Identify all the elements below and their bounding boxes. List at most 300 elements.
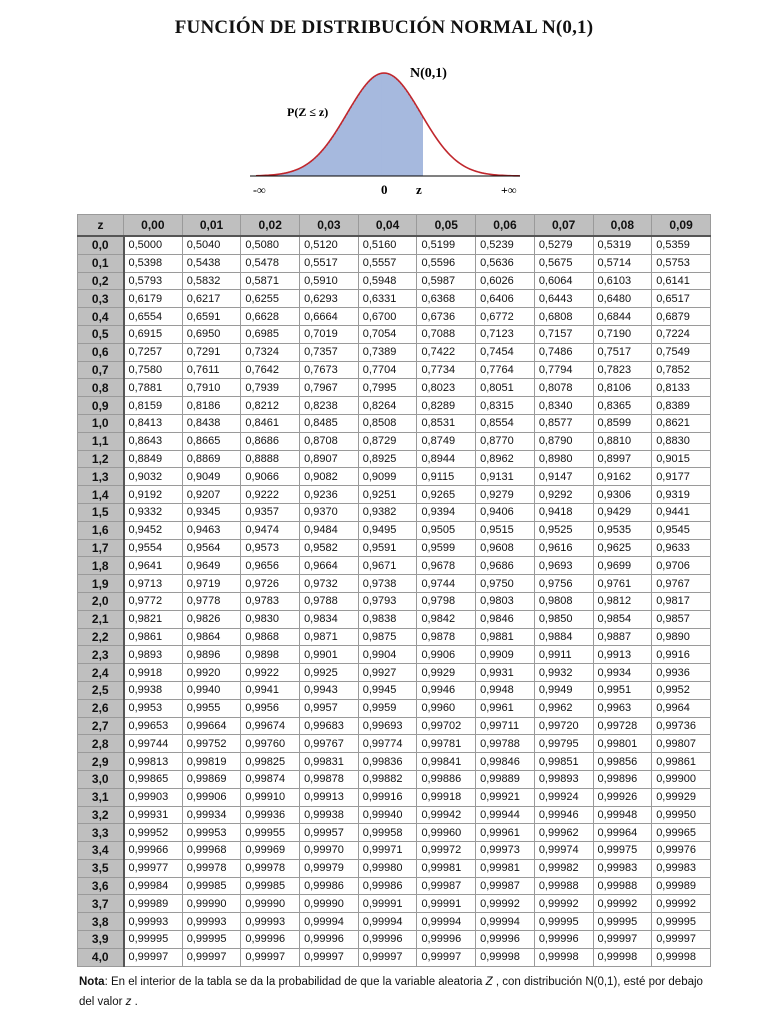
probability-cell: 0,9834 — [300, 610, 359, 628]
probability-cell: 0,8577 — [534, 414, 593, 432]
probability-cell: 0,9830 — [241, 610, 300, 628]
probability-cell: 0,6480 — [593, 290, 652, 308]
probability-cell: 0,99913 — [300, 788, 359, 806]
probability-cell: 0,99981 — [417, 859, 476, 877]
probability-cell: 0,9948 — [476, 681, 535, 699]
probability-cell: 0,99993 — [241, 913, 300, 931]
probability-cell: 0,9332 — [124, 503, 183, 521]
probability-cell: 0,9861 — [124, 628, 183, 646]
probability-cell: 0,7734 — [417, 361, 476, 379]
probability-cell: 0,99986 — [300, 877, 359, 895]
probability-cell: 0,99936 — [241, 806, 300, 824]
probability-cell: 0,6844 — [593, 308, 652, 326]
row-z-value: 3,3 — [78, 824, 124, 842]
table-row — [78, 788, 711, 806]
probability-cell: 0,8962 — [476, 450, 535, 468]
header-col-7: 0,06 — [476, 215, 535, 237]
row-z-value: 0,8 — [78, 379, 124, 397]
probability-cell: 0,9582 — [300, 539, 359, 557]
probability-cell: 0,9896 — [182, 646, 241, 664]
probability-cell: 0,99995 — [182, 931, 241, 949]
probability-cell: 0,99987 — [417, 877, 476, 895]
probability-cell: 0,8508 — [358, 414, 417, 432]
table-row — [78, 343, 711, 361]
probability-cell: 0,99995 — [124, 931, 183, 949]
probability-cell: 0,99711 — [476, 717, 535, 735]
probability-cell: 0,99931 — [124, 806, 183, 824]
probability-cell: 0,9943 — [300, 681, 359, 699]
probability-cell: 0,99997 — [124, 948, 183, 966]
probability-cell: 0,99900 — [652, 770, 711, 788]
probability-cell: 0,9699 — [593, 557, 652, 575]
probability-cell: 0,99950 — [652, 806, 711, 824]
note-value: z — [125, 996, 132, 1008]
probability-cell: 0,7852 — [652, 361, 711, 379]
table-row — [78, 450, 711, 468]
probability-cell: 0,6443 — [534, 290, 593, 308]
probability-cell: 0,99978 — [241, 859, 300, 877]
probability-cell: 0,7019 — [300, 325, 359, 343]
probability-cell: 0,99997 — [417, 948, 476, 966]
probability-cell: 0,9918 — [124, 664, 183, 682]
probability-cell: 0,7291 — [182, 343, 241, 361]
probability-cell: 0,8159 — [124, 397, 183, 415]
probability-cell: 0,9868 — [241, 628, 300, 646]
probability-cell: 0,99906 — [182, 788, 241, 806]
probability-cell: 0,9798 — [417, 592, 476, 610]
probability-cell: 0,99981 — [476, 859, 535, 877]
probability-cell: 0,6772 — [476, 308, 535, 326]
probability-cell: 0,6808 — [534, 308, 593, 326]
row-z-value: 1,2 — [78, 450, 124, 468]
probability-cell: 0,8023 — [417, 379, 476, 397]
probability-cell: 0,8643 — [124, 432, 183, 450]
probability-cell: 0,7881 — [124, 379, 183, 397]
probability-cell: 0,9573 — [241, 539, 300, 557]
probability-cell: 0,7673 — [300, 361, 359, 379]
probability-cell: 0,7967 — [300, 379, 359, 397]
probability-cell: 0,8289 — [417, 397, 476, 415]
probability-cell: 0,5557 — [358, 254, 417, 272]
probability-cell: 0,9429 — [593, 503, 652, 521]
probability-cell: 0,8413 — [124, 414, 183, 432]
row-z-value: 0,4 — [78, 308, 124, 326]
table-row — [78, 859, 711, 877]
probability-cell: 0,5478 — [241, 254, 300, 272]
probability-cell: 0,99991 — [417, 895, 476, 913]
area-label: P(Z ≤ z) — [287, 105, 329, 119]
header-col-3: 0,02 — [241, 215, 300, 237]
probability-cell: 0,5910 — [300, 272, 359, 290]
probability-cell: 0,9713 — [124, 575, 183, 593]
probability-cell: 0,99966 — [124, 842, 183, 860]
probability-cell: 0,9959 — [358, 699, 417, 717]
probability-cell: 0,99953 — [182, 824, 241, 842]
note-distribution: N — [585, 976, 594, 988]
table-row — [78, 592, 711, 610]
normal-distribution-table — [77, 214, 711, 967]
probability-cell: 0,99976 — [652, 842, 711, 860]
probability-cell: 0,8810 — [593, 432, 652, 450]
probability-cell: 0,99702 — [417, 717, 476, 735]
probability-cell: 0,99988 — [593, 877, 652, 895]
probability-cell: 0,9884 — [534, 628, 593, 646]
probability-cell: 0,6179 — [124, 290, 183, 308]
probability-cell: 0,7580 — [124, 361, 183, 379]
header-col-2: 0,01 — [182, 215, 241, 237]
probability-cell: 0,9505 — [417, 521, 476, 539]
probability-cell: 0,9963 — [593, 699, 652, 717]
probability-cell: 0,7549 — [652, 343, 711, 361]
probability-cell: 0,9554 — [124, 539, 183, 557]
probability-cell: 0,99998 — [476, 948, 535, 966]
row-z-value: 0,5 — [78, 325, 124, 343]
normal-distribution-figure — [0, 0, 768, 210]
probability-cell: 0,99995 — [652, 913, 711, 931]
probability-cell: 0,7642 — [241, 361, 300, 379]
probability-cell: 0,5319 — [593, 236, 652, 254]
probability-cell: 0,9913 — [593, 646, 652, 664]
probability-cell: 0,9131 — [476, 468, 535, 486]
probability-cell: 0,9279 — [476, 486, 535, 504]
probability-cell: 0,9664 — [300, 557, 359, 575]
probability-cell: 0,9946 — [417, 681, 476, 699]
probability-cell: 0,8888 — [241, 450, 300, 468]
probability-cell: 0,99970 — [300, 842, 359, 860]
probability-cell: 0,9345 — [182, 503, 241, 521]
probability-cell: 0,99996 — [241, 931, 300, 949]
probability-cell: 0,99989 — [124, 895, 183, 913]
probability-cell: 0,99683 — [300, 717, 359, 735]
probability-cell: 0,99728 — [593, 717, 652, 735]
probability-cell: 0,9625 — [593, 539, 652, 557]
note-text-1: : En el interior de la tabla se da la probabilidad de que la variable aleatoria — [104, 976, 486, 988]
probability-cell: 0,99781 — [417, 735, 476, 753]
probability-cell: 0,9099 — [358, 468, 417, 486]
probability-cell: 0,8485 — [300, 414, 359, 432]
probability-cell: 0,9953 — [124, 699, 183, 717]
probability-cell: 0,9842 — [417, 610, 476, 628]
header-col-6: 0,05 — [417, 215, 476, 237]
probability-cell: 0,9452 — [124, 521, 183, 539]
probability-cell: 0,9750 — [476, 575, 535, 593]
probability-cell: 0,99960 — [417, 824, 476, 842]
row-z-value: 2,9 — [78, 753, 124, 771]
probability-cell: 0,99924 — [534, 788, 593, 806]
probability-cell: 0,9115 — [417, 468, 476, 486]
table-row — [78, 664, 711, 682]
probability-cell: 0,6591 — [182, 308, 241, 326]
probability-cell: 0,9744 — [417, 575, 476, 593]
probability-cell: 0,9049 — [182, 468, 241, 486]
probability-cell: 0,6554 — [124, 308, 183, 326]
probability-cell: 0,9956 — [241, 699, 300, 717]
probability-cell: 0,99831 — [300, 753, 359, 771]
probability-cell: 0,8238 — [300, 397, 359, 415]
table-row — [78, 290, 711, 308]
probability-cell: 0,99962 — [534, 824, 593, 842]
probability-cell: 0,5239 — [476, 236, 535, 254]
probability-cell: 0,9357 — [241, 503, 300, 521]
probability-cell: 0,5279 — [534, 236, 593, 254]
row-z-value: 0,1 — [78, 254, 124, 272]
table-row — [78, 877, 711, 895]
probability-cell: 0,99921 — [476, 788, 535, 806]
probability-cell: 0,9066 — [241, 468, 300, 486]
probability-cell: 0,9945 — [358, 681, 417, 699]
probability-cell: 0,5987 — [417, 272, 476, 290]
row-z-value: 3,7 — [78, 895, 124, 913]
probability-cell: 0,8554 — [476, 414, 535, 432]
probability-cell: 0,6406 — [476, 290, 535, 308]
table-row — [78, 806, 711, 824]
probability-cell: 0,9608 — [476, 539, 535, 557]
probability-cell: 0,99957 — [300, 824, 359, 842]
probability-cell: 0,7123 — [476, 325, 535, 343]
probability-cell: 0,99997 — [241, 948, 300, 966]
table-row — [78, 308, 711, 326]
table-row — [78, 699, 711, 717]
probability-cell: 0,6628 — [241, 308, 300, 326]
probability-cell: 0,9909 — [476, 646, 535, 664]
row-z-value: 1,1 — [78, 432, 124, 450]
probability-cell: 0,99886 — [417, 770, 476, 788]
probability-cell: 0,9394 — [417, 503, 476, 521]
probability-cell: 0,99983 — [593, 859, 652, 877]
probability-cell: 0,99720 — [534, 717, 593, 735]
probability-cell: 0,99653 — [124, 717, 183, 735]
probability-cell: 0,9850 — [534, 610, 593, 628]
table-row — [78, 503, 711, 521]
row-z-value: 0,9 — [78, 397, 124, 415]
table-row — [78, 486, 711, 504]
probability-cell: 0,99991 — [358, 895, 417, 913]
probability-cell: 0,7190 — [593, 325, 652, 343]
probability-cell: 0,99997 — [652, 931, 711, 949]
table-row — [78, 432, 711, 450]
probability-cell: 0,9545 — [652, 521, 711, 539]
table-row — [78, 770, 711, 788]
row-z-value: 1,5 — [78, 503, 124, 521]
probability-cell: 0,9898 — [241, 646, 300, 664]
probability-cell: 0,8264 — [358, 397, 417, 415]
probability-cell: 0,99961 — [476, 824, 535, 842]
probability-cell: 0,99968 — [182, 842, 241, 860]
row-z-value: 3,5 — [78, 859, 124, 877]
table-row — [78, 468, 711, 486]
probability-cell: 0,9591 — [358, 539, 417, 557]
probability-cell: 0,99973 — [476, 842, 535, 860]
table-row — [78, 824, 711, 842]
probability-cell: 0,9177 — [652, 468, 711, 486]
probability-cell: 0,9932 — [534, 664, 593, 682]
probability-cell: 0,9783 — [241, 592, 300, 610]
probability-cell: 0,9911 — [534, 646, 593, 664]
header-z: z — [78, 215, 124, 237]
probability-cell: 0,99994 — [476, 913, 535, 931]
probability-cell: 0,5398 — [124, 254, 183, 272]
probability-cell: 0,99996 — [417, 931, 476, 949]
probability-cell: 0,9922 — [241, 664, 300, 682]
table-row — [78, 913, 711, 931]
probability-cell: 0,5000 — [124, 236, 183, 254]
probability-cell: 0,99995 — [593, 913, 652, 931]
probability-cell: 0,9821 — [124, 610, 183, 628]
probability-cell: 0,9370 — [300, 503, 359, 521]
probability-cell: 0,99865 — [124, 770, 183, 788]
probability-cell: 0,99985 — [241, 877, 300, 895]
probability-cell: 0,9838 — [358, 610, 417, 628]
probability-cell: 0,9793 — [358, 592, 417, 610]
table-row — [78, 948, 711, 966]
table-row — [78, 272, 711, 290]
axis-label-minus-infinity: -∞ — [253, 183, 266, 197]
probability-cell: 0,99819 — [182, 753, 241, 771]
probability-cell: 0,99918 — [417, 788, 476, 806]
probability-cell: 0,99896 — [593, 770, 652, 788]
probability-cell: 0,9826 — [182, 610, 241, 628]
probability-cell: 0,9251 — [358, 486, 417, 504]
probability-cell: 0,9934 — [593, 664, 652, 682]
probability-cell: 0,99990 — [241, 895, 300, 913]
probability-cell: 0,9929 — [417, 664, 476, 682]
row-z-value: 2,3 — [78, 646, 124, 664]
row-z-value: 0,7 — [78, 361, 124, 379]
probability-cell: 0,9678 — [417, 557, 476, 575]
probability-cell: 0,99940 — [358, 806, 417, 824]
probability-cell: 0,99841 — [417, 753, 476, 771]
probability-cell: 0,5160 — [358, 236, 417, 254]
table-row — [78, 521, 711, 539]
probability-cell: 0,99869 — [182, 770, 241, 788]
row-z-value: 1,6 — [78, 521, 124, 539]
row-z-value: 1,8 — [78, 557, 124, 575]
probability-cell: 0,9887 — [593, 628, 652, 646]
probability-cell: 0,99664 — [182, 717, 241, 735]
probability-cell: 0,9719 — [182, 575, 241, 593]
probability-cell: 0,9890 — [652, 628, 711, 646]
probability-cell: 0,9901 — [300, 646, 359, 664]
probability-cell: 0,8907 — [300, 450, 359, 468]
probability-cell: 0,99934 — [182, 806, 241, 824]
probability-cell: 0,9147 — [534, 468, 593, 486]
probability-cell: 0,9495 — [358, 521, 417, 539]
probability-cell: 0,7224 — [652, 325, 711, 343]
row-z-value: 2,1 — [78, 610, 124, 628]
row-z-value: 0,0 — [78, 236, 124, 254]
probability-cell: 0,8770 — [476, 432, 535, 450]
probability-cell: 0,8708 — [300, 432, 359, 450]
header-col-9: 0,08 — [593, 215, 652, 237]
probability-cell: 0,99910 — [241, 788, 300, 806]
row-z-value: 3,1 — [78, 788, 124, 806]
probability-cell: 0,99760 — [241, 735, 300, 753]
probability-cell: 0,9484 — [300, 521, 359, 539]
probability-cell: 0,9904 — [358, 646, 417, 664]
row-z-value: 2,2 — [78, 628, 124, 646]
probability-cell: 0,5517 — [300, 254, 359, 272]
probability-cell: 0,99979 — [300, 859, 359, 877]
probability-cell: 0,9761 — [593, 575, 652, 593]
probability-cell: 0,7324 — [241, 343, 300, 361]
probability-cell: 0,9952 — [652, 681, 711, 699]
probability-cell: 0,99983 — [652, 859, 711, 877]
probability-cell: 0,99985 — [182, 877, 241, 895]
probability-cell: 0,9812 — [593, 592, 652, 610]
probability-cell: 0,99807 — [652, 735, 711, 753]
axis-label-zero: 0 — [381, 182, 388, 197]
probability-cell: 0,7257 — [124, 343, 183, 361]
probability-cell: 0,9875 — [358, 628, 417, 646]
axis-label-plus-infinity: +∞ — [501, 183, 517, 197]
probability-cell: 0,6736 — [417, 308, 476, 326]
probability-cell: 0,99952 — [124, 824, 183, 842]
probability-cell: 0,9706 — [652, 557, 711, 575]
probability-cell: 0,8340 — [534, 397, 593, 415]
probability-cell: 0,99788 — [476, 735, 535, 753]
probability-cell: 0,99997 — [300, 948, 359, 966]
probability-cell: 0,99992 — [534, 895, 593, 913]
probability-cell: 0,9957 — [300, 699, 359, 717]
probability-cell: 0,9656 — [241, 557, 300, 575]
probability-cell: 0,9803 — [476, 592, 535, 610]
probability-cell: 0,9920 — [182, 664, 241, 682]
probability-cell: 0,9599 — [417, 539, 476, 557]
table-row — [78, 414, 711, 432]
row-z-value: 2,7 — [78, 717, 124, 735]
probability-cell: 0,99955 — [241, 824, 300, 842]
probability-cell: 0,9871 — [300, 628, 359, 646]
probability-cell: 0,9564 — [182, 539, 241, 557]
probability-cell: 0,99980 — [358, 859, 417, 877]
probability-cell: 0,5832 — [182, 272, 241, 290]
probability-cell: 0,99752 — [182, 735, 241, 753]
row-z-value: 3,9 — [78, 931, 124, 949]
probability-cell: 0,99948 — [593, 806, 652, 824]
probability-cell: 0,9525 — [534, 521, 593, 539]
row-z-value: 0,6 — [78, 343, 124, 361]
probability-cell: 0,9192 — [124, 486, 183, 504]
probability-cell: 0,9441 — [652, 503, 711, 521]
probability-cell: 0,5199 — [417, 236, 476, 254]
probability-cell: 0,99997 — [182, 948, 241, 966]
probability-cell: 0,9961 — [476, 699, 535, 717]
probability-cell: 0,7704 — [358, 361, 417, 379]
probability-cell: 0,99993 — [124, 913, 183, 931]
probability-cell: 0,99971 — [358, 842, 417, 860]
probability-cell: 0,99997 — [358, 948, 417, 966]
probability-cell: 0,8686 — [241, 432, 300, 450]
probability-cell: 0,9808 — [534, 592, 593, 610]
probability-cell: 0,5753 — [652, 254, 711, 272]
probability-cell: 0,99994 — [300, 913, 359, 931]
probability-cell: 0,8106 — [593, 379, 652, 397]
probability-cell: 0,5040 — [182, 236, 241, 254]
probability-cell: 0,99990 — [300, 895, 359, 913]
probability-cell: 0,99861 — [652, 753, 711, 771]
probability-cell: 0,6664 — [300, 308, 359, 326]
table-row — [78, 557, 711, 575]
row-z-value: 1,7 — [78, 539, 124, 557]
probability-cell: 0,6141 — [652, 272, 711, 290]
table-row — [78, 325, 711, 343]
probability-cell: 0,9788 — [300, 592, 359, 610]
probability-cell: 0,99992 — [652, 895, 711, 913]
probability-cell: 0,9418 — [534, 503, 593, 521]
table-row — [78, 735, 711, 753]
note-label: Nota — [79, 976, 105, 988]
probability-cell: 0,7611 — [182, 361, 241, 379]
